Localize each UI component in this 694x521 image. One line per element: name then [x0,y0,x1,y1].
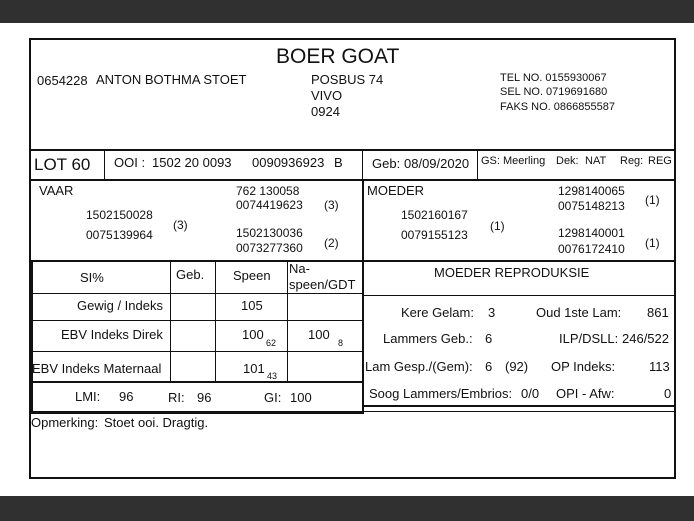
gi-label: GI: [264,390,282,405]
remarks-text: Stoet ooi. Dragtig. [104,415,209,430]
dam-label: MOEDER [367,183,425,198]
gs-value: Meerling [503,155,546,167]
gs-divider [477,150,478,179]
sire-main-id: 0074419623 [236,198,303,212]
lmi-value: 96 [119,389,134,404]
sel-number: SEL NO. 0719691680 [500,86,608,98]
soog-value: 0/0 [521,386,540,401]
address-line-1: POSBUS 74 [311,72,384,87]
si-row-1-label: Gewig / Indeks [77,298,163,313]
ooi-number: 1502 20 0093 [152,155,232,170]
top-dark-band [0,0,694,23]
lot-divider [104,150,105,179]
dam-left-id: 0079155123 [401,228,468,242]
oud-value: 861 [647,305,669,320]
repro-title: MOEDER REPRODUKSIE [434,265,590,280]
geb-date: 08/09/2020 [404,156,470,171]
si-header-na: Na- [289,261,310,276]
lammers-value: 6 [485,331,493,346]
op-value: 113 [649,359,670,374]
tel-number: TEL NO. 0155930067 [500,72,607,84]
sire-right-number: 1502130036 [236,226,303,240]
sire-main-grade: (3) [324,198,339,212]
dek-label: Dek: [556,155,579,167]
address-line-2: VIVO [311,88,343,103]
ilp-label: ILP/DSLL: [559,331,619,346]
ooi-label: OOI : [114,155,146,170]
si-row-1-speen: 105 [241,298,263,313]
si-row-divider-3 [31,351,363,352]
address-line-3: 0924 [311,104,340,119]
lamgesp-gem: (92) [505,359,529,374]
lamgesp-label: Lam Gesp./(Gem): [365,359,473,374]
owner-name: ANTON BOTHMA STOET [96,72,247,87]
dam-top-number: 1298140065 [558,184,625,198]
si-col-divider-3 [287,261,288,381]
si-col-divider-1 [170,261,171,381]
lot-row-divider [31,179,676,181]
owner-code: 0654228 [37,73,88,88]
sire-left-number: 1502150028 [86,208,153,222]
dek-value: NAT [585,155,607,167]
ilp-value: 246/522 [622,331,669,346]
si-row-2-speen-sub: 62 [266,338,277,348]
kere-label: Kere Gelam: [401,305,474,320]
op-label: OP Indeks: [551,359,616,374]
si-header-si: SI% [80,270,104,285]
dam-bottom-grade: (1) [645,236,660,250]
header-divider [31,149,676,151]
si-row-divider-1 [31,293,363,294]
lamgesp-value: 6 [485,359,493,374]
si-header-speen-gdt: speen/GDT [289,277,356,292]
soog-label: Soog Lammers/Embrios: [369,386,513,401]
si-col-divider-2 [215,261,216,381]
dam-top-grade: (1) [645,193,660,207]
gs-label: GS: [481,155,500,167]
gi-value: 100 [290,390,312,405]
si-row-2-na: 100 [308,327,330,342]
lammers-label: Lammers Geb.: [383,331,473,346]
lot-number: LOT 60 [34,155,91,174]
sire-left-grade: (3) [173,218,188,232]
ooi-id: 0090936923 [252,155,325,170]
si-row-divider-2 [31,320,363,321]
si-header-speen: Speen [233,268,271,283]
ri-label: RI: [168,390,185,405]
faks-number: FAKS NO. 0866855587 [500,101,615,113]
page-title: BOER GOAT [276,45,400,68]
sire-left-id: 0075139964 [86,228,153,242]
lot-card [29,38,676,479]
repro-title-divider [363,295,676,296]
ooi-grade: B [334,155,343,170]
opi-value: 0 [664,386,672,401]
lmi-label: LMI: [75,389,101,404]
si-row-divider-4 [31,381,363,383]
dam-left-number: 1502160167 [401,208,468,222]
dam-top-id: 0075148213 [558,199,625,213]
ri-value: 96 [197,390,212,405]
dam-bottom-number: 1298140001 [558,226,625,240]
si-row-3-speen-sub: 43 [267,371,278,381]
si-header-geb: Geb. [176,267,205,282]
dam-left-grade: (1) [490,219,505,233]
reg-value: REG [648,155,672,167]
remarks-divider [31,411,676,412]
reg-label: Reg: [620,155,644,167]
bottom-dark-band [0,496,694,521]
kere-value: 3 [488,305,496,320]
sire-main-number: 762 130058 [236,184,300,198]
sire-right-grade: (2) [324,236,339,250]
oud-label: Oud 1ste Lam: [536,305,622,320]
dam-bottom-id: 0076172410 [558,242,625,256]
si-row-2-speen: 100 [242,327,264,342]
si-row-3-speen: 101 [243,361,265,376]
geb-divider [362,150,363,179]
remarks-label: Opmerking: [31,415,99,430]
opi-label: OPI - Afw: [556,386,615,401]
si-row-2-na-sub: 8 [338,338,344,348]
si-row-3-label: EBV Indeks Maternaal [32,361,162,376]
geb-label: Geb: [372,156,401,171]
pedigree-center-divider [362,180,364,260]
sire-label: VAAR [39,183,74,198]
sire-right-id: 0073277360 [236,241,303,255]
si-row-2-label: EBV Indeks Direk [61,327,163,342]
